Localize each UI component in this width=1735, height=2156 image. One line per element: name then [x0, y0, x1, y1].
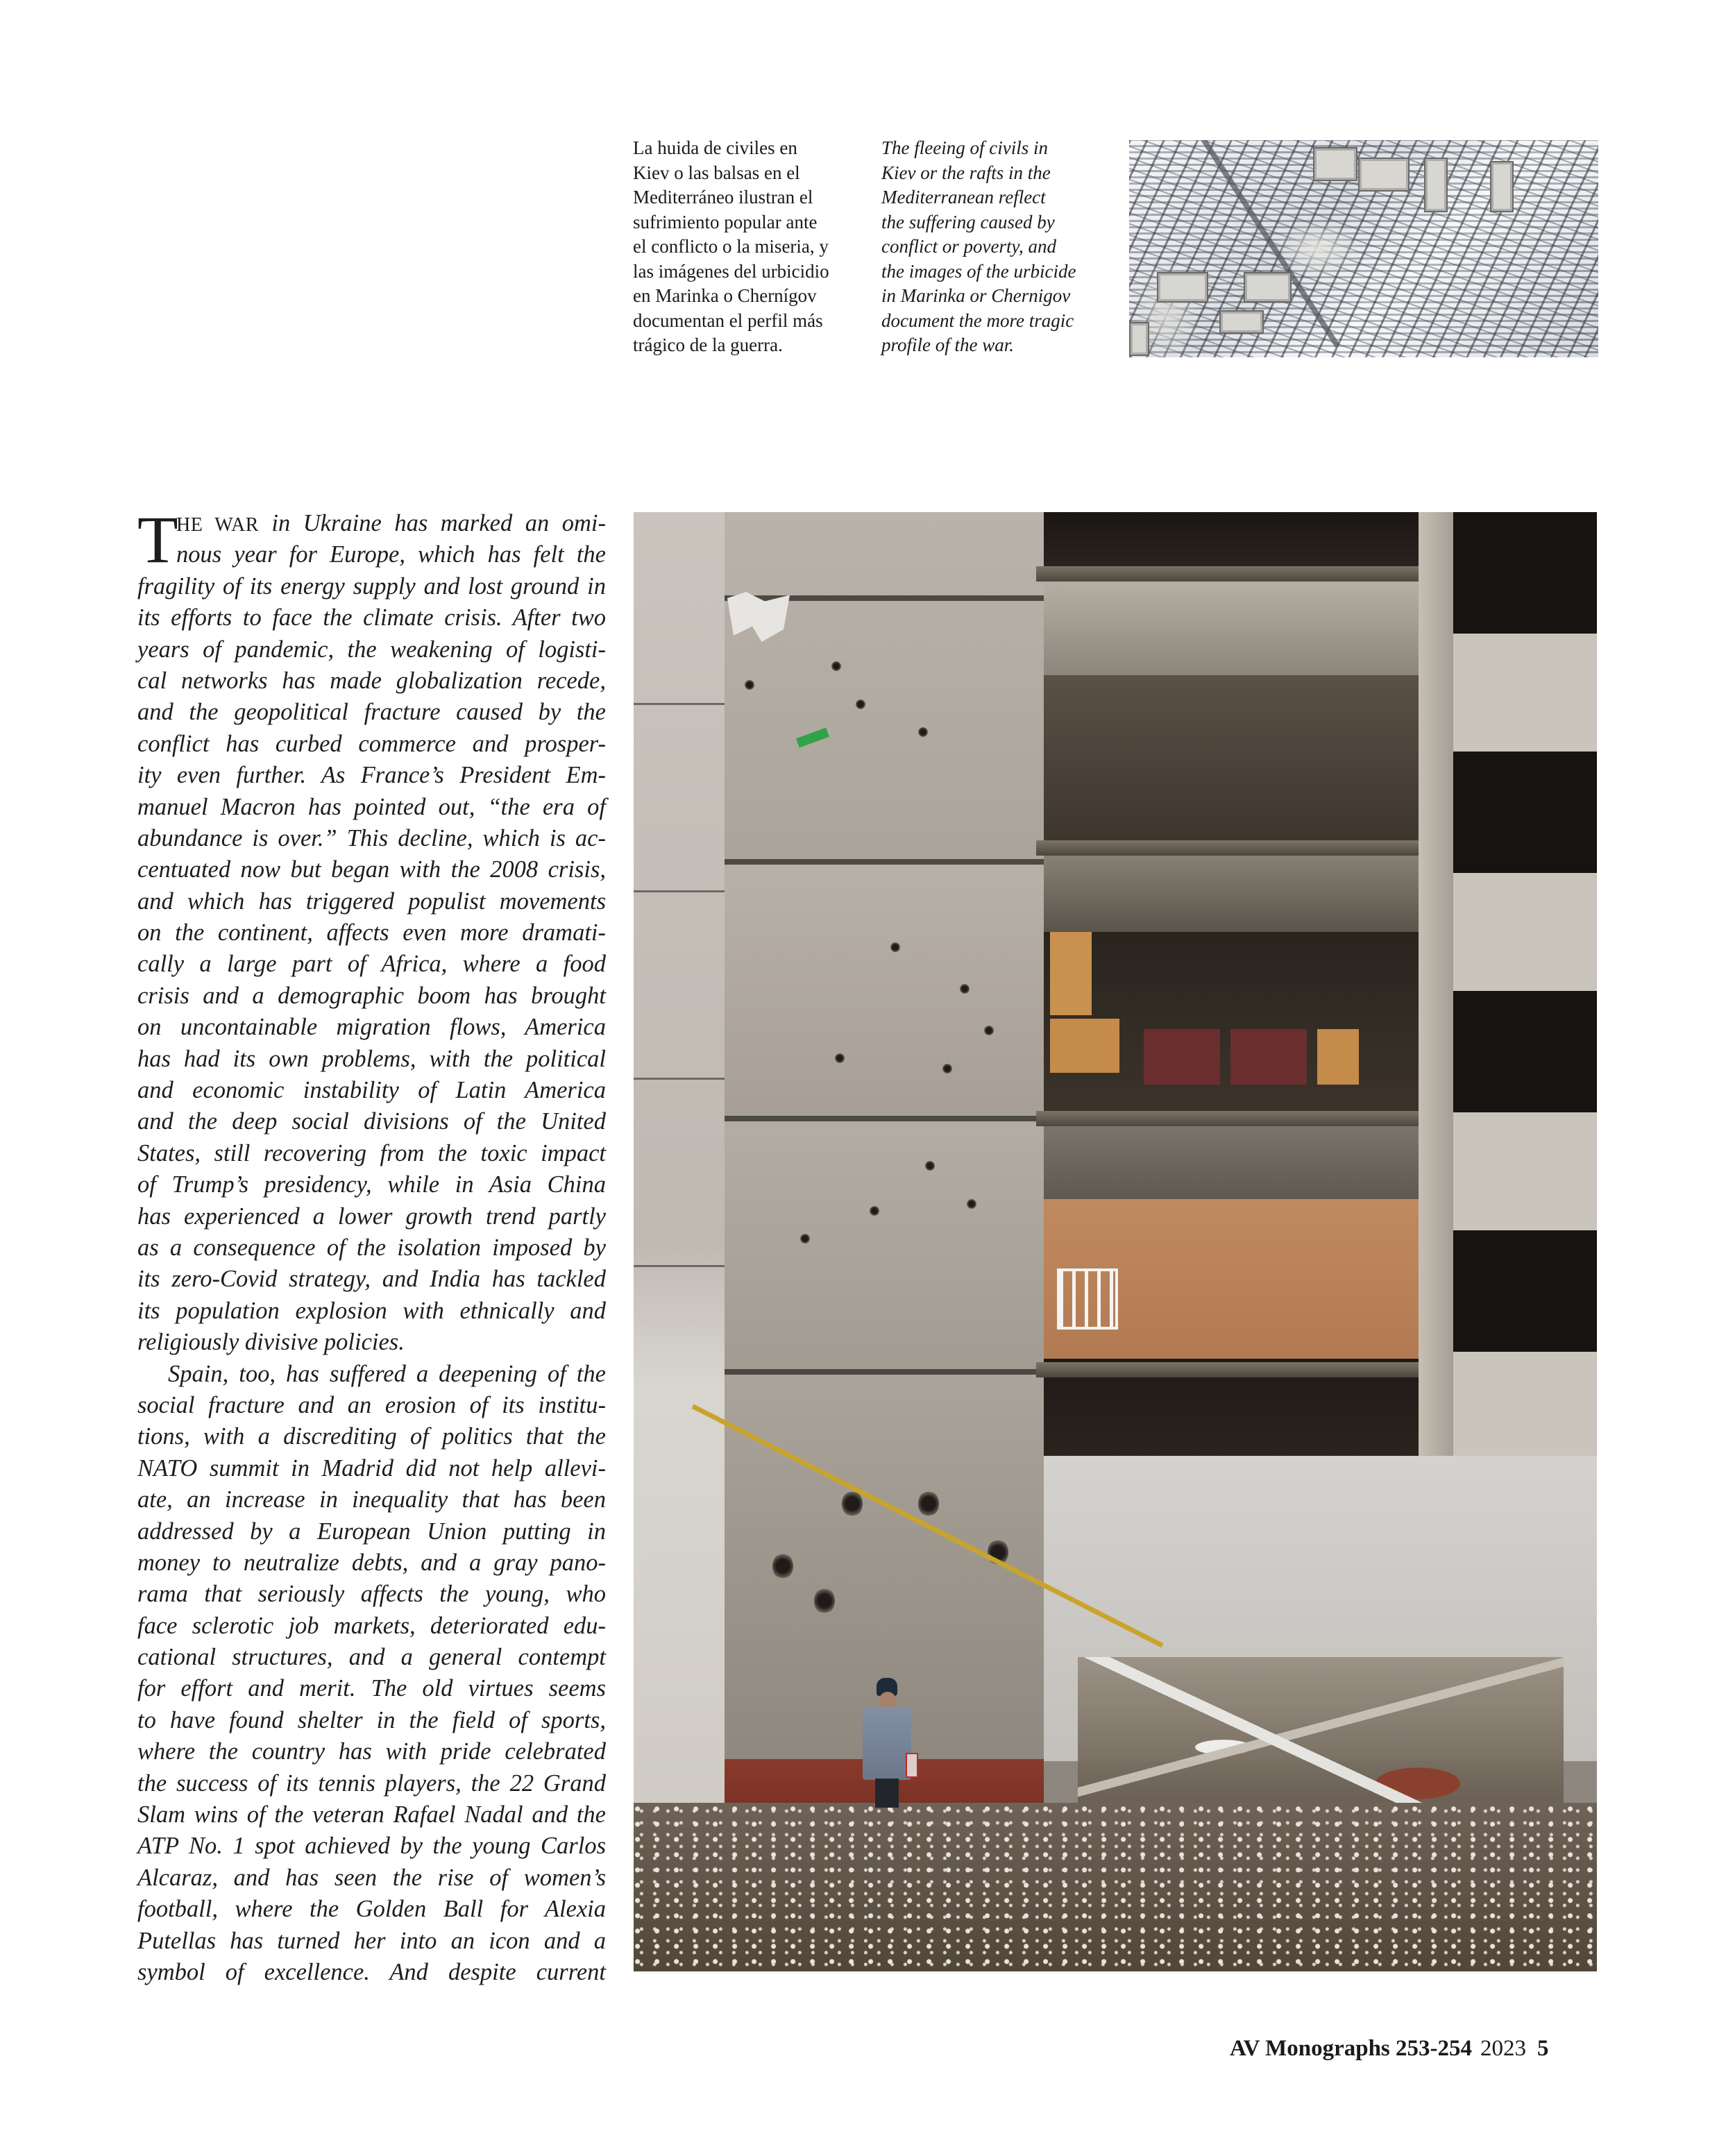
article-line: addressed by a European Union putting in [137, 1518, 606, 1545]
article-line: on the continent, affects even more dramati- [137, 919, 606, 947]
article-line: ate, an increase in inequality that has been [137, 1486, 606, 1513]
man-in-rubble [863, 1678, 911, 1810]
article-line: rama that seriously affects the young, who [137, 1581, 606, 1608]
article-line: and the deep social divisions of the United [137, 1108, 606, 1135]
cabinet [1050, 932, 1092, 1015]
article-line: tions, with a discrediting of politics that the [137, 1423, 606, 1450]
article-line: Putellas has turned her into an icon and a [137, 1927, 606, 1954]
caption-line: sufrimiento popular ante [633, 211, 818, 232]
aerial-photo [1129, 140, 1598, 357]
article-line: to have found shelter in the field of sports, [137, 1706, 606, 1733]
caption-line: La huida de civiles en [633, 137, 797, 158]
adjacent-wall [634, 512, 725, 1971]
caption-line: el conflicto o la miseria, y [633, 236, 829, 257]
building [1129, 322, 1149, 356]
caption-line: Kiev o las balsas en el [633, 162, 800, 183]
exposed-ceiling [1044, 575, 1419, 675]
article-line: and the geopolitical fracture caused by the [137, 699, 606, 726]
article-line: Alcaraz, and has seen the rise of women’s [137, 1864, 606, 1891]
caption-line: conflict or poverty, and [881, 236, 1056, 257]
article-line: has had its own problems, with the political [137, 1045, 606, 1072]
article-line: money to neutralize debts, and a gray pano- [137, 1549, 606, 1576]
caption-line: en Marinka o Chernígov [633, 285, 817, 306]
article-line: fragility of its energy supply and lost ground in [137, 572, 606, 600]
building [1358, 158, 1410, 192]
cabinet [1317, 1029, 1359, 1085]
cabinet [1050, 1019, 1119, 1073]
exposed-room [1044, 675, 1419, 849]
article-line: and which has triggered populist movements [137, 888, 606, 915]
concrete-panel [725, 512, 1044, 860]
article-line: Spain, too, has suffered a deepening of the [168, 1360, 606, 1387]
caption-line: las imágenes del urbicidio [633, 260, 829, 282]
page-footer [1230, 2036, 1549, 2062]
article-line: the success of its tennis players, the 22 Grand [137, 1769, 606, 1797]
article-line: cal networks has made globalization recede, [137, 667, 606, 694]
main-photo [634, 512, 1597, 1971]
concrete-panel [725, 1117, 1044, 1370]
article-line: football, where the Golden Ball for Alexia [137, 1896, 606, 1923]
publication-year: 2023 [1480, 2036, 1526, 2061]
article-line: cational structures, and a general contempt [137, 1644, 606, 1671]
article-line: of Trump’s presidency, while in Asia China [137, 1171, 606, 1198]
caption-line: the suffering caused by [881, 211, 1055, 232]
building [1424, 158, 1448, 212]
caption-spanish [633, 136, 862, 358]
building [1157, 272, 1208, 303]
article-line: its efforts to face the climate crisis. After two [137, 604, 606, 631]
article-line: religiously divisive policies. [137, 1329, 405, 1356]
caption-line: document the more tragic [881, 309, 1074, 331]
article-line: on uncontainable migration flows, America [137, 1014, 606, 1041]
article-line: States, still recovering from the toxic impact [137, 1139, 606, 1166]
lead-smallcaps: HE WAR [176, 514, 259, 536]
article-body [137, 502, 606, 1988]
article-line: and economic instability of Latin America [137, 1077, 606, 1104]
article-line: ATP No. 1 spot achieved by the young Carlos [137, 1833, 606, 1860]
caption-line: trágico de la guerra. [633, 334, 783, 355]
article-line: face sclerotic job markets, deteriorated edu- [137, 1612, 606, 1639]
building [1219, 310, 1264, 334]
article-line: conflict has curbed commerce and prosper- [137, 730, 606, 757]
building [1490, 161, 1514, 212]
column [1419, 512, 1453, 1463]
caption-line: the images of the urbicide [881, 260, 1076, 282]
exposed-ceiling [1044, 1119, 1419, 1199]
article-line: symbol of excellence. And despite current [137, 1958, 606, 1985]
article-line: its zero-Covid strategy, and India has tackled [137, 1266, 606, 1293]
publication-title: AV Monographs 253-254 [1230, 2036, 1472, 2061]
article-line: its population explosion with ethnically and [137, 1297, 606, 1324]
article-line: Slam wins of the veteran Rafael Nadal and the [137, 1801, 606, 1828]
article-line: HE WAR in Ukraine has marked an omi- [176, 510, 606, 536]
caption-english [881, 136, 1110, 358]
exposed-room [1044, 512, 1419, 575]
caption-line: documentan el perfil más [633, 309, 823, 331]
crib [1057, 1268, 1118, 1330]
article-line: where the country has with pride celebrated [137, 1738, 606, 1765]
article-line: crisis and a demographic boom has brought [137, 982, 606, 1009]
caption-line: Mediterranean reflect [881, 187, 1046, 207]
article-line: nous year for Europe, which has felt the [176, 541, 606, 568]
article-line: as a consequence of the isolation imposed by [137, 1234, 606, 1261]
building [1313, 147, 1357, 181]
article-line: abundance is over.” This decline, which is ac- [137, 824, 606, 851]
caption-line: profile of the war. [881, 334, 1015, 355]
concrete-panel [725, 860, 1044, 1117]
article-line: manuel Macron has pointed out, “the era of [137, 793, 606, 820]
caption-line: The fleeing of civils in [881, 137, 1048, 158]
article-line: NATO summit in Madrid did not help allevi- [137, 1454, 606, 1482]
article-line: social fracture and an erosion of its institu- [137, 1391, 606, 1418]
article-line: has experienced a lower growth trend partly [137, 1203, 606, 1230]
caption-line: Mediterráneo ilustran el [633, 187, 813, 207]
building [1244, 272, 1292, 303]
cabinet [1144, 1029, 1220, 1085]
article-line: centuated now but began with the 2008 crisis, [137, 856, 606, 883]
page-number: 5 [1537, 2036, 1549, 2061]
article-line: ity even further. As France’s President Em- [137, 762, 606, 789]
caption-line: Kiev or the rafts in the [881, 162, 1051, 183]
article-line: cally a large part of Africa, where a food [137, 951, 606, 978]
exposed-ceiling [1044, 849, 1419, 932]
debris-field [634, 1803, 1597, 1971]
caption-line: in Marinka or Chernigov [881, 285, 1071, 306]
cabinet [1230, 1029, 1307, 1085]
article-line: years of pandemic, the weakening of logisti- [137, 636, 606, 663]
article-line: for effort and merit. The old virtues seems [137, 1675, 606, 1702]
drop-cap: T [137, 502, 178, 577]
